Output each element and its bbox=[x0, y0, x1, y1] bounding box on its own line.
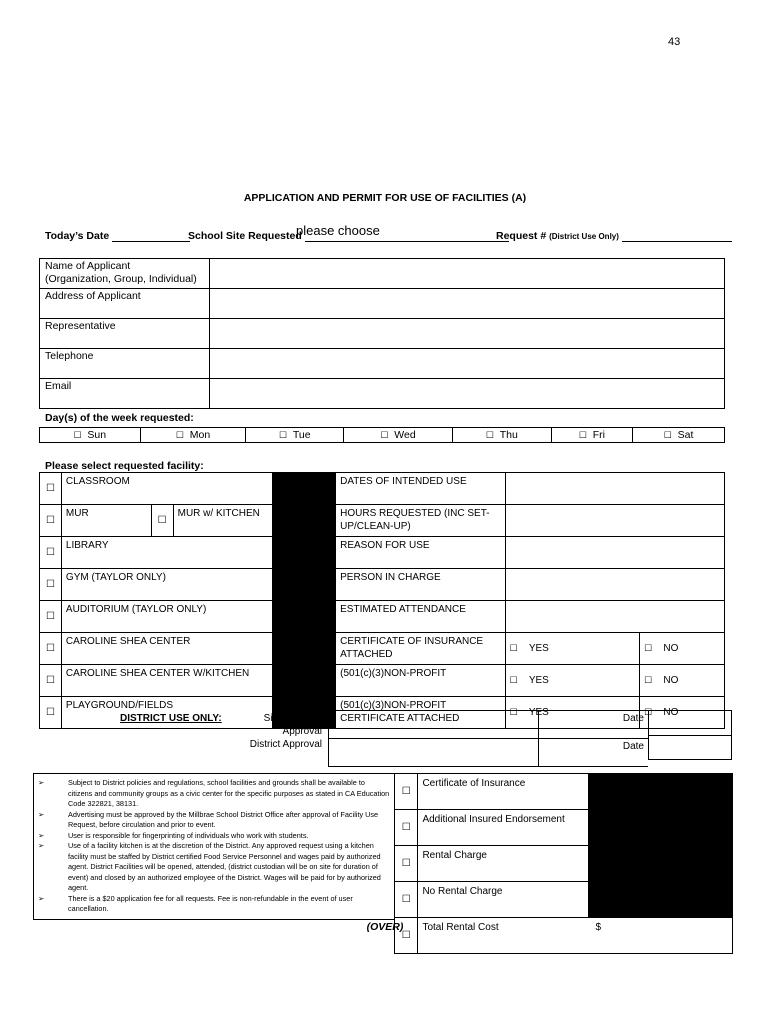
nonprofit-cert-no[interactable]: ☐ NO bbox=[640, 697, 725, 729]
representative-input[interactable] bbox=[210, 319, 725, 349]
page-number: 43 bbox=[668, 36, 681, 48]
person-input[interactable] bbox=[505, 569, 724, 601]
arrow-bullet-icon: ➢ bbox=[38, 830, 45, 840]
approval-table bbox=[328, 710, 648, 767]
hours-label: HOURS REQUESTED (INC SET-UP/CLEAN-UP) bbox=[336, 505, 506, 537]
reason-input[interactable] bbox=[505, 537, 724, 569]
fee-checkbox-certificate[interactable]: ☐ bbox=[395, 774, 418, 810]
site-principal-label: Site Principal Approval bbox=[263, 713, 322, 737]
day-mon[interactable]: ☐ Mon bbox=[140, 428, 246, 443]
nonprofit-cert-yes[interactable]: ☐ YES bbox=[505, 697, 640, 729]
shea-label: CAROLINE SHEA CENTER bbox=[61, 633, 272, 665]
site-date-label: Date bbox=[538, 711, 648, 739]
days-table bbox=[39, 427, 725, 443]
checkbox-icon[interactable]: ☐ bbox=[663, 430, 672, 440]
mur-kitchen-checkbox[interactable]: ☐ bbox=[151, 505, 173, 537]
gym-checkbox[interactable]: ☐ bbox=[40, 569, 62, 601]
email-input[interactable] bbox=[210, 379, 725, 409]
day-sun[interactable]: ☐ Sun bbox=[40, 428, 141, 443]
applicant-table bbox=[39, 258, 725, 409]
fee-total-row[interactable]: Total Rental Cost $ bbox=[418, 918, 733, 954]
rules-box bbox=[33, 773, 394, 920]
fee-checkbox-total[interactable]: ☐ bbox=[395, 918, 418, 954]
playground-checkbox[interactable]: ☐ bbox=[40, 697, 62, 729]
applicant-address-input[interactable] bbox=[210, 289, 725, 319]
telephone-input[interactable] bbox=[210, 349, 725, 379]
gym-label: GYM (TAYLOR ONLY) bbox=[61, 569, 272, 601]
fees-blacked-out bbox=[589, 774, 733, 918]
day-wed[interactable]: ☐ Wed bbox=[344, 428, 453, 443]
certificate-label: CERTIFICATE OF INSURANCE ATTACHED bbox=[336, 633, 506, 665]
form-title: APPLICATION AND PERMIT FOR USE OF FACILITIES (A) bbox=[243, 192, 527, 204]
applicant-name-label: Name of Applicant (Organization, Group, Individual) bbox=[40, 259, 210, 289]
nonprofit-cert-label: (501(c)(3)NON-PROFIT CERTIFICATE ATTACHED bbox=[336, 697, 506, 729]
fee-checkbox-rental[interactable]: ☐ bbox=[395, 846, 418, 882]
checkbox-icon[interactable]: ☐ bbox=[509, 707, 518, 717]
fee-checkbox-no-rental[interactable]: ☐ bbox=[395, 882, 418, 918]
reason-label: REASON FOR USE bbox=[336, 537, 506, 569]
fee-certificate-label: Certificate of Insurance bbox=[418, 774, 589, 810]
facility-table bbox=[39, 472, 725, 729]
fee-endorsement-label: Additional Insured Endorsement bbox=[418, 810, 589, 846]
approval-labels bbox=[230, 712, 322, 751]
checkbox-icon[interactable]: ☐ bbox=[380, 430, 389, 440]
library-label: LIBRARY bbox=[61, 537, 272, 569]
district-approval-signature[interactable] bbox=[329, 739, 539, 767]
day-thu[interactable]: ☐ Thu bbox=[452, 428, 551, 443]
day-tue[interactable]: ☐ Tue bbox=[246, 428, 344, 443]
mur-checkbox[interactable]: ☐ bbox=[40, 505, 62, 537]
school-site-select[interactable]: please choose bbox=[296, 223, 380, 238]
school-site-label: School Site Requested bbox=[188, 230, 302, 242]
certificate-no[interactable]: ☐ NO bbox=[640, 633, 725, 665]
nonprofit-no[interactable]: ☐ NO bbox=[640, 665, 725, 697]
district-approval-label: District Approval bbox=[249, 739, 322, 750]
arrow-bullet-icon: ➢ bbox=[38, 893, 45, 903]
auditorium-checkbox[interactable]: ☐ bbox=[40, 601, 62, 633]
fee-checkbox-endorsement[interactable]: ☐ bbox=[395, 810, 418, 846]
checkbox-icon[interactable]: ☐ bbox=[175, 430, 184, 440]
rule-item: ➢ Advertising must be approved by the Millbrae School District Office after approval of Facility Use Request, before circulation and prior to event. bbox=[38, 809, 379, 829]
certificate-yes[interactable]: ☐ YES bbox=[505, 633, 640, 665]
district-use-only-label: DISTRICT USE ONLY: bbox=[120, 713, 222, 724]
district-date-label: Date bbox=[538, 739, 648, 767]
arrow-bullet-icon: ➢ bbox=[38, 809, 45, 819]
dates-label: DATES OF INTENDED USE bbox=[336, 473, 506, 505]
rule-item: ➢ Use of a facility kitchen is at the discretion of the District. Any approved request using a kitchen facility must be staffed by District certified Food Service Personnel and wages paid by authorized agent. District Facilities will be opened, attended, (district custodian will be on site for duration of event) and closed by an authorized employee of the District. Wages will be paid for by authorized agent. bbox=[38, 841, 381, 892]
playground-label: PLAYGROUND/FIELDS bbox=[61, 697, 272, 729]
day-fri[interactable]: ☐ Fri bbox=[551, 428, 632, 443]
hours-input[interactable] bbox=[505, 505, 724, 537]
arrow-bullet-icon: ➢ bbox=[38, 778, 45, 787]
checkbox-icon[interactable]: ☐ bbox=[509, 643, 518, 653]
nonprofit-yes[interactable]: ☐ YES bbox=[505, 665, 640, 697]
over-label: (OVER) bbox=[366, 921, 404, 933]
attendance-label: ESTIMATED ATTENDANCE bbox=[336, 601, 506, 633]
mur-label: MUR bbox=[61, 505, 151, 537]
days-label: Day(s) of the week requested: bbox=[45, 412, 194, 424]
day-sat[interactable]: ☐ Sat bbox=[633, 428, 725, 443]
arrow-bullet-icon: ➢ bbox=[38, 841, 45, 850]
date-input-box[interactable] bbox=[648, 710, 732, 760]
blacked-out-column bbox=[273, 473, 336, 729]
nonprofit-label: (501(c)(3)NON-PROFIT bbox=[336, 665, 506, 697]
facility-label: Please select requested facility: bbox=[45, 460, 204, 472]
rule-item: ➢ Subject to District policies and regulations, school facilities and grounds shall be available to citizens and community groups as a civic center for the specific purposes as stated in CA Education Code 322821, 38131. bbox=[38, 778, 390, 808]
site-principal-signature[interactable] bbox=[329, 711, 539, 739]
classroom-checkbox[interactable]: ☐ bbox=[40, 473, 62, 505]
district-use-only-note: (District Use Only) bbox=[549, 232, 619, 241]
rule-item: ➢ There is a $20 application fee for all requests. Fee is non-refundable in the event of user cancellation. bbox=[38, 893, 353, 913]
attendance-input[interactable] bbox=[505, 601, 724, 633]
mur-kitchen-label: MUR w/ KITCHEN bbox=[173, 505, 273, 537]
dollar-sign: $ bbox=[595, 922, 602, 933]
applicant-address-label: Address of Applicant bbox=[40, 289, 210, 319]
request-number-label: Request # bbox=[496, 230, 547, 242]
auditorium-label: AUDITORIUM (TAYLOR ONLY) bbox=[61, 601, 272, 633]
person-label: PERSON IN CHARGE bbox=[336, 569, 506, 601]
checkbox-icon[interactable]: ☐ bbox=[278, 430, 288, 440]
todays-date-field[interactable] bbox=[45, 230, 190, 242]
library-checkbox[interactable]: ☐ bbox=[40, 537, 62, 569]
checkbox-icon[interactable]: ☐ bbox=[509, 675, 518, 685]
email-label: Email bbox=[40, 379, 210, 409]
checkbox-icon[interactable]: ☐ bbox=[644, 675, 653, 685]
shea-checkbox[interactable]: ☐ bbox=[40, 633, 62, 665]
shea-kitchen-checkbox[interactable]: ☐ bbox=[40, 665, 62, 697]
checkbox-icon[interactable]: ☐ bbox=[644, 707, 653, 717]
rule-item: ➢ User is responsible for fingerprinting of individuals who work with students. bbox=[38, 830, 309, 840]
applicant-name-input[interactable] bbox=[210, 259, 725, 289]
representative-label: Representative bbox=[40, 319, 210, 349]
dates-input[interactable] bbox=[505, 473, 724, 505]
classroom-label: CLASSROOM bbox=[61, 473, 272, 505]
request-number-field[interactable] bbox=[496, 230, 732, 242]
checkbox-icon[interactable]: ☐ bbox=[644, 643, 653, 653]
shea-kitchen-label: CAROLINE SHEA CENTER W/KITCHEN bbox=[61, 665, 272, 697]
checkbox-icon[interactable]: ☐ bbox=[73, 430, 82, 440]
todays-date-label: Today’s Date bbox=[45, 230, 110, 242]
checkbox-icon[interactable]: ☐ bbox=[578, 430, 587, 440]
fee-no-rental-label: No Rental Charge bbox=[418, 882, 589, 918]
checkbox-icon[interactable]: ☐ bbox=[485, 430, 494, 440]
telephone-label: Telephone bbox=[40, 349, 210, 379]
fee-rental-label: Rental Charge bbox=[418, 846, 589, 882]
